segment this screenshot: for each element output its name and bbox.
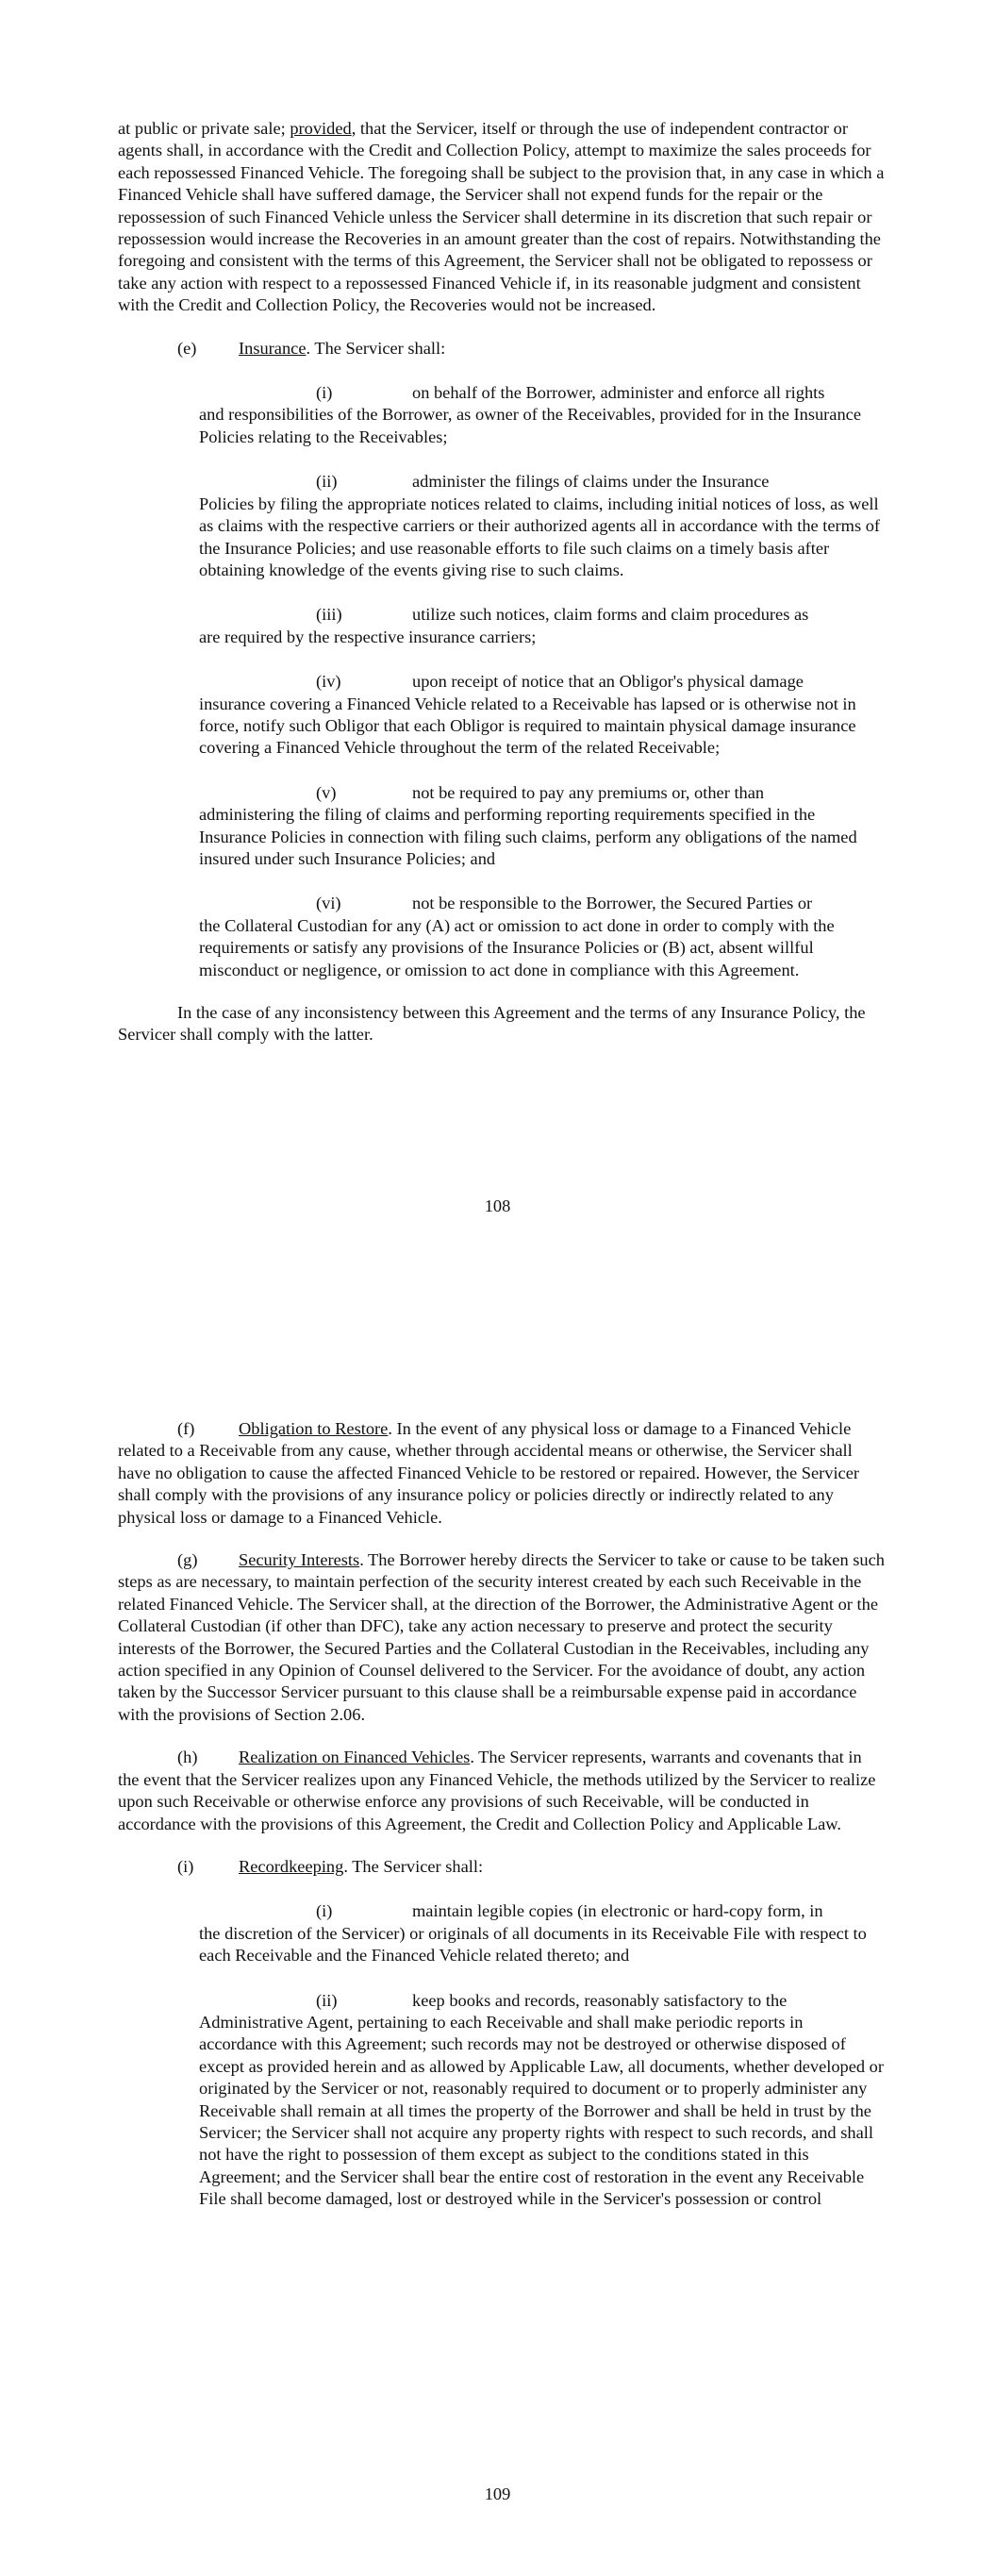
page-109-body xyxy=(118,1418,885,2211)
section-g-heading: Security Interests xyxy=(239,1550,360,1570)
section-f-heading: Obligation to Restore xyxy=(239,1419,389,1438)
subitem-first-line xyxy=(199,893,885,914)
repossession-paragraph xyxy=(118,118,885,317)
subitem-text: Policies by filing the appropriate notices related to claims, including initial notices of loss, as well as claims with the respective carriers or their authorized agents all in accordance with the terms of the Insurance Policies; and use reasonable efforts to file such claims on a timely basis after obtaining knowledge of the events giving rise to such claims. xyxy=(199,493,881,579)
subitem-lead: utilize such notices, claim forms and claim procedures as xyxy=(412,605,809,625)
subitem-first-line xyxy=(199,1990,885,2012)
section-h-heading: Realization on Financed Vehicles xyxy=(239,1748,471,1767)
section-f-text: . In the event of any physical loss or damage to a Financed Vehicle related to a Receivable from any cause, whether through accidental means or otherwise, the Servicer shall have no obligation to cause the affected Financed Vehicle to be restored or repaired. However, the Servicer shall comply with the provisions of any insurance policy or policies directly or indirectly related to any physical loss or damage to a Financed Vehicle. xyxy=(118,1419,860,1527)
insurance-subitem xyxy=(199,382,885,448)
subitem-lead: not be required to pay any premiums or, other than xyxy=(412,782,765,802)
section-e-intro: . The Servicer shall: xyxy=(306,338,446,358)
section-i-heading-line xyxy=(118,1856,885,1878)
recordkeeping-subitem xyxy=(199,1900,885,1966)
section-g-paragraph xyxy=(118,1549,885,1726)
section-g-text: . The Borrower hereby directs the Servicer to take or cause to be taken such steps as are necessary, to maintain perfection of the security interest created by each such Receivable in the related Financed Vehicle. The Servicer shall, at the direction of the Borrower, the Administrative Agent or the Collateral Custodian (if other than DFC), take any action necessary to preserve and protect the security interests of the Borrower, the Secured Parties and the Collateral Custodian in the Receivables, including any action specified in any Opinion of Counsel delivered to the Servicer. For the avoidance of doubt, any action taken by the Successor Servicer pursuant to this clause shall be a reimbursable expense paid in accordance with the provisions of Section 2.06. xyxy=(118,1550,885,1724)
subitem-label: (ii) xyxy=(316,1990,338,2010)
document-page-109 xyxy=(0,1288,995,2576)
section-f-label: (f) xyxy=(177,1419,195,1438)
subitem-first-line xyxy=(199,471,885,493)
page-number: 108 xyxy=(484,1196,511,1215)
subitem-text: and responsibilities of the Borrower, as owner of the Receivables, provided for in the Insurance Policies relating to the Receivables; xyxy=(199,405,861,446)
subitem-label: (v) xyxy=(316,782,337,802)
section-e-heading-line xyxy=(118,338,885,360)
insurance-subitem xyxy=(199,471,885,581)
subitem-lead: administer the filings of claims under the Insurance xyxy=(412,472,770,492)
subitem-label: (iv) xyxy=(316,672,341,692)
subitem-first-line xyxy=(199,382,885,404)
insurance-subitem xyxy=(199,782,885,871)
subitem-text: are required by the respective insurance carriers; xyxy=(199,627,537,646)
subitem-text: insurance covering a Financed Vehicle related to a Receivable has lapsed or is otherwise not in force, notify such Obligor that each Obligor is required to maintain physical damage insurance covering a Financed Vehicle throughout the term of the related Receivable; xyxy=(199,694,856,758)
section-h-label: (h) xyxy=(177,1748,198,1767)
intro-text-after: , that the Servicer, itself or through the use of independent contractor or agents shall, in accordance with the Credit and Collection Policy, attempt to maximize the sales proceeds for each repossessed Financed Vehicle. The foregoing shall be subject to the provision that, in any case in which a Financed Vehicle shall have suffered damage, the Servicer shall not expend funds for the repair or the repossession of such Financed Vehicle unless the Servicer shall determine in its discretion that such repair or repossession would increase the Recoveries in an amount greater than the cost of repairs. Notwithstanding the foregoing and consistent with the terms of this Agreement, the Servicer shall not be obligated to repossess or take any action with respect to a repossessed Financed Vehicle if, in its reasonable judgment and consistent with the Credit and Collection Policy, the Recoveries would not be increased. xyxy=(118,119,885,315)
insurance-subitem xyxy=(199,893,885,981)
section-i-label: (i) xyxy=(177,1856,194,1876)
section-i-heading: Recordkeeping xyxy=(239,1856,344,1876)
page-108-body xyxy=(118,118,885,1046)
subitem-text: Administrative Agent, pertaining to each Receivable and shall make periodic reports in accordance with this Agreement; such records may not be destroyed or otherwise disposed of except as provided herein and as allowed by Applicable Law, all documents, whether developed or originated by the Servicer or not, reasonably required to document or to properly administer any Receivable shall remain at all times the property of the Borrower and shall be held in trust by the Servicer; the Servicer shall not acquire any property rights with respect to such records, and shall not have the right to possession of them except as subject to the conditions stated in this Agreement; and the Servicer shall bear the entire cost of restoration in the event any Receivable File shall become damaged, lost or destroyed while in the Servicer's possession or control xyxy=(199,2012,885,2209)
insurance-subitems xyxy=(199,382,885,981)
subitem-first-line xyxy=(199,1900,885,1922)
subitem-first-line xyxy=(199,782,885,804)
subitem-lead: not be responsible to the Borrower, the Secured Parties or xyxy=(412,894,813,913)
insurance-subitem xyxy=(199,671,885,760)
page-number: 109 xyxy=(484,2484,511,2503)
subitem-text: the Collateral Custodian for any (A) act or omission to act done in order to comply with the requirements or satisfy any provisions of the Insurance Policies or (B) act, absent willful misconduct or negligence, or omission to act done in compliance with this Agreement. xyxy=(199,915,835,979)
subitem-label: (vi) xyxy=(316,894,341,913)
provided-term: provided xyxy=(290,119,352,138)
intro-text-before: at public or private sale; xyxy=(118,119,290,138)
insurance-subitem xyxy=(199,604,885,648)
subitem-lead: maintain legible copies (in electronic or hard-copy form, in xyxy=(412,1901,823,1921)
section-h-text: . The Servicer represents, warrants and covenants that in the event that the Servicer realizes upon any Financed Vehicle, the methods utilized by the Servicer to realize upon such Receivable or otherwise enforce any provisions of such Receivable, will be conducted in accordance with the provisions of this Agreement, the Credit and Collection Policy and Applicable Law. xyxy=(118,1748,876,1833)
recordkeeping-subitem xyxy=(199,1990,885,2211)
subitem-label: (i) xyxy=(316,1901,333,1921)
subitem-text: the discretion of the Servicer) or originals of all documents in its Receivable File with respect to each Receivable and the Financed Vehicle related thereto; and xyxy=(199,1923,867,1965)
subitem-label: (ii) xyxy=(316,472,338,492)
subitem-label: (iii) xyxy=(316,605,342,625)
subitem-lead: upon receipt of notice that an Obligor's physical damage xyxy=(412,672,804,692)
subitem-lead: on behalf of the Borrower, administer and enforce all rights xyxy=(412,383,825,403)
subitem-text: administering the filing of claims and performing reporting requirements specified in the Insurance Policies in connection with filing such claims, perform any obligations of the named insured under such Insurance Policies; and xyxy=(199,805,857,868)
recordkeeping-subitems xyxy=(199,1900,885,2210)
subitem-first-line xyxy=(199,671,885,693)
section-i-intro: . The Servicer shall: xyxy=(343,1856,484,1876)
section-f-paragraph xyxy=(118,1418,885,1529)
section-h-paragraph xyxy=(118,1747,885,1835)
section-g-label: (g) xyxy=(177,1550,198,1570)
subitem-lead: keep books and records, reasonably satisfactory to the xyxy=(412,1990,788,2010)
section-e-label: (e) xyxy=(177,338,197,358)
section-e-heading: Insurance xyxy=(239,338,307,358)
inconsistency-paragraph: In the case of any inconsistency between this Agreement and the terms of any Insurance Policy, the Servicer shall comply with the latter. xyxy=(118,1003,866,1045)
subitem-first-line xyxy=(199,604,885,626)
subitem-label: (i) xyxy=(316,383,333,403)
